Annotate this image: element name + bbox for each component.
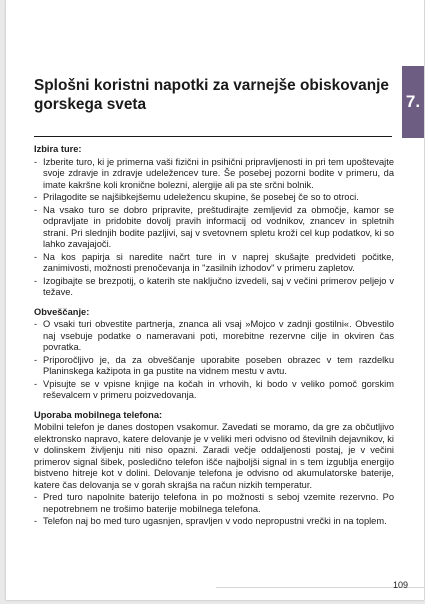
section-heading: Obveščanje: [34,306,90,317]
list-item: - Pred turo napolnite baterijo telefona in po možnosti s seboj vzemite rezervno. Po nepotrebnem ne trošimo baterije mobilnega telefona. [34,492,394,515]
list-item: - Telefon naj bo med turo ugasnjen, spravljen v vodo nepropustni vrečki in na toplem. [34,516,394,528]
bullet-list [34,157,394,299]
list-item: - Na vsako turo se dobro pripravite, preštudirajte zemljevid za območje, kamor se odpravljate in pridobite dovolj pravih informacij od vodnikov, znancev in spletnih strani. Pri slednjih bodite pazljivi, saj v svetovnem spletu kroži cel kup podatkov, ki so lahko zavajajoči. [34,205,394,251]
list-item: - Izogibajte se brezpotij, o katerih ste naključno izvedeli, saj v večini primerov peljejo v težave. [34,276,394,299]
section-heading: Izbira ture: [34,144,82,154]
chapter-tab: 7. [402,66,424,138]
page-content [34,144,394,536]
section-notification [34,307,394,402]
document-page [6,0,424,600]
list-item: - Priporočljivo je, da za obveščanje uporabite poseben obrazec v tem razdelku Planinskega kažipota in ga pustite na vidnem mestu v avtu. [34,355,394,378]
section-tour-choice [34,144,394,299]
section-mobile-phone [34,410,394,528]
list-item: - Vpisujte se v vpisne knjige na kočah in vrhovih, ki bodo v veliko pomoč gorskim reševalcem v primeru poizvedovanja. [34,379,394,402]
title-divider [34,136,392,137]
page-number: 109 [392,580,408,590]
page-title: Splošni koristni napotki za varnejše obiskovanje gorskega sveta [34,77,389,113]
section-paragraph: Mobilni telefon je danes dostopen vsakomur. Zavedati se moramo, da gre za občutljivo elektronsko napravo, katere delovanje je v veliki meri odvisno od številnih dejavnikov, ki v dolinskem življenju niti niso opazni. Zaradi večje oddaljenosti postaj, je v večini primerov signal šibek, posledično telefon išče najboljši signal in s tem izgublja energijo bistveno hitreje kot v dolini. Delovanje telefona je odvisno od akumulatorske baterije, katere čas delovanja se v gorah skrajša na račun nizkih temperatur. [34,422,394,490]
list-item: - Izberite turo, ki je primerna vaši fizični in psihični pripravljenosti in pri tem upoštevajte svoje zdravje in zdravje udeležencev ture. Še posebej pozorni bodite v primeru, da imate kakršne koli kronične bolezni, alergije ali pa ste srčni bolnik. [34,157,394,192]
bullet-list [34,492,394,528]
list-item: - O vsaki turi obvestite partnerja, znanca ali vsaj »Mojco v zadnji gostilni«. Obvestilo naj vsebuje podatke o nameravani poti, morebitne rezervne cilje in okviren čas povratka. [34,319,394,354]
list-item: - Na kos papirja si naredite načrt ture in v naprej skušajte predvideti počitke, zanimivosti, možnosti prenočevanja in "zasilnih izhodov" v primeru zapletov. [34,252,394,275]
section-heading: Uporaba mobilnega telefona: [34,409,163,420]
bullet-list [34,319,394,402]
list-item: - Prilagodite se najšibkejšemu udeležencu skupine, še posebej če so to otroci. [34,192,394,204]
